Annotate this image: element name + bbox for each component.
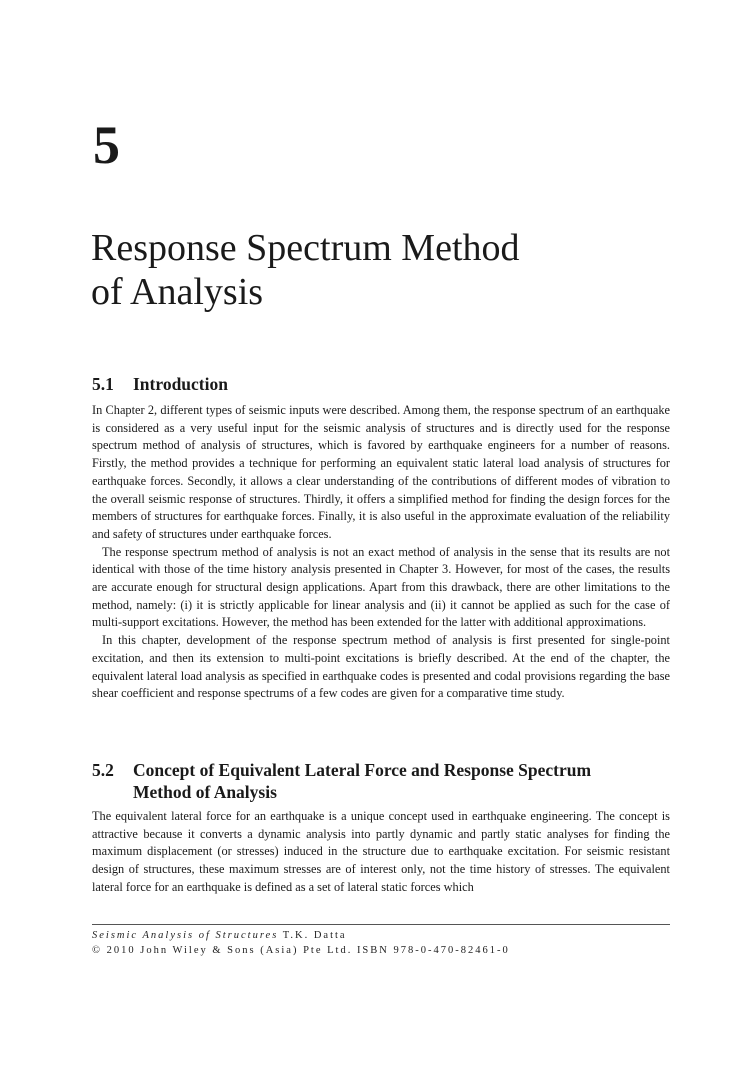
section-body-introduction [92,402,670,703]
book-title: Seismic Analysis of Structures [92,930,279,941]
paragraph: In this chapter, development of the response spectrum method of analysis is first presented for single-point excitation, and then its extension to multi-point excitations is briefly described. At the end of the chapter, the equivalent lateral load analysis as specified in earthquake codes is presented and codal provisions regarding the base shear coefficient and response spectrums of a few codes are given for a comparative time study. [92,633,670,701]
chapter-title-line2: of Analysis [91,271,264,313]
chapter-title [91,226,520,314]
footer-line2: © 2010 John Wiley & Sons (Asia) Pte Ltd. ISBN 978-0-470-82461-0 [92,945,510,956]
footer-citation [92,928,510,958]
paragraph: The response spectrum method of analysis is not an exact method of analysis in the sense that its results are not identical with those of the time history analysis presented in Chapter 3. However, for most of the cases, the results are accurate enough for structural design applications. Apart from this drawback, there are other limitations to the method, namely: (i) it is strictly applicable for linear analysis and (ii) it cannot be applied as such for the case of multi-support excitations. However, the method has been extended for the latter with additional approximations. [92,544,670,630]
paragraph: In Chapter 2, different types of seismic inputs were described. Among them, the response spectrum of an earthquake is considered as a very useful input for the seismic analysis of structures and is directly used for the response spectrum method of analysis of structures, which is favored by earthquake engineers for a number of reasons. Firstly, the method provides a technique for performing an equivalent static lateral load analysis of structures for earthquake forces. Secondly, it allows a clear understanding of the contributions of different modes of vibration to the overall seismic response of structures. Thirdly, it offers a simplified method for finding the design forces for the members of structures for earthquake forces. Finally, it is also useful in the approximate evaluation of the reliability and safety of structures under earthquake forces. [92,403,670,541]
chapter-title-line1: Response Spectrum Method [91,227,520,269]
section-title: Introduction [133,374,228,394]
section-body-concept [92,808,670,897]
section-number: 5.1 [92,374,114,394]
footer-line1 [92,928,510,943]
paragraph: The equivalent lateral force for an earthquake is a unique concept used in earthquake engineering. The concept is attractive because it converts a dynamic analysis into partly dynamic and partly static analyses for finding the maximum displacement (or stresses) induced in the structure due to earthquake excitation. For seismic resistant design of structures, these maximum stresses are of interest only, not the time history of stresses. The equivalent lateral force for an earthquake is defined as a set of lateral static forces which [92,809,670,894]
footer-divider [92,924,670,925]
section-heading-introduction [92,373,228,395]
section-heading-concept [92,759,692,803]
book-author: T.K. Datta [282,930,347,941]
chapter-number: 5 [93,115,120,175]
section-title-line1: Concept of Equivalent Lateral Force and Response Spectrum [133,760,592,780]
section-title-line2: Method of Analysis [133,782,277,802]
section-number: 5.2 [92,760,114,780]
